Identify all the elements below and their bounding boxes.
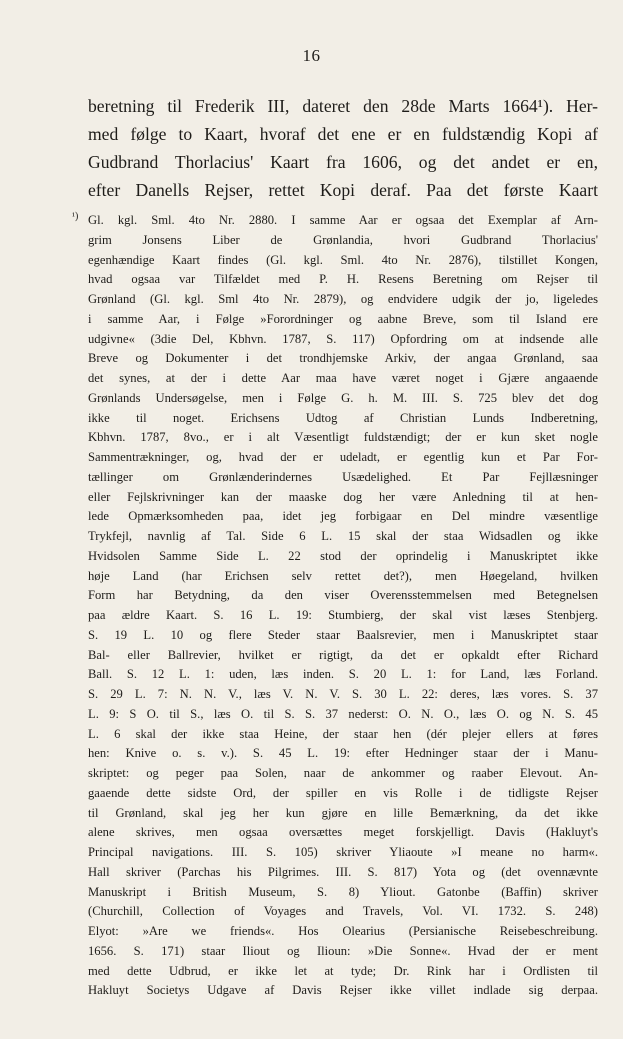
footnote-line: lede Opmærksomheden paa, idet jeg forbigaar en Del mindre væsentlige xyxy=(88,509,598,524)
footnote-line: hvad ogsaa var Tilfældet med P. H. Resens Beretning om Rejser til xyxy=(88,272,598,287)
footnote-line: Sammentrækninger, og, hvad der er udeladt, er egentlig kun et Par For- xyxy=(88,450,598,464)
footnote-line: skriptet: og peger paa Solen, naar de ankommer og raaber Elevout. An- xyxy=(88,766,598,780)
footnote-line: Bal- eller Ballrevier, hvilket er rigtigt, da det er opkaldt efter Richard xyxy=(88,647,598,662)
footnote-line: Kbhvn. 1787, 8vo., er i alt Væsentligt fuldstændigt; der er kun sket nogle xyxy=(88,430,598,445)
body-line: med følge to Kaart, hvoraf det ene er en fuldstændig Kopi af xyxy=(88,124,598,144)
footnote-line: paa ældre Kaart. S. 16 L. 19: Stumbierg, der skal vist læses Stenbjerg. xyxy=(88,608,598,622)
footnote-line: alene skrives, men ogsaa oversættes meget forskjelligt. Davis (Hakluyt's xyxy=(88,825,598,840)
footnote-line: Elyot: »Are we friends«. Hos Olearius (Persianische Reisebeschreibung. xyxy=(88,924,598,938)
footnote-line: høje Land (har Erichsen selv rettet det?), men Høegeland, hvilken xyxy=(88,568,598,583)
footnote-line: Hakluyt Societys Udgave af Davis Rejser ikke villet indlade sig derpaa. xyxy=(88,983,598,998)
footnote-line: Grønland (Gl. kgl. Sml 4to Nr. 2879), og endvidere udgik der jo, ligeledes xyxy=(88,292,598,306)
footnote-line: Manuskript i British Museum, S. 8) Yliout. Gatonbe (Baffin) skriver xyxy=(88,884,598,899)
footnote-line: L. 6 skal der ikke staa Heine, der staar hen (dér plejer ellers at føres xyxy=(88,726,598,741)
footnote-line: egenhændige Kaart findes (Gl. kgl. Sml. 4to Nr. 2876), tilstillet Kongen, xyxy=(88,252,598,267)
footnote-line: Breve og Dokumenter i det trondhjemske Arkiv, der angaa Grønland, saa xyxy=(88,351,598,366)
footnote xyxy=(72,211,598,1001)
footnote-line: eller Fejlskrivninger kan der maaske dog her være Anledning til at hen- xyxy=(88,489,598,504)
footnote-line: Gl. kgl. Sml. 4to Nr. 2880. I samme Aar er ogsaa det Exemplar af Arn- xyxy=(88,213,598,227)
footnote-line: (Churchill, Collection of Voyages and Travels, Vol. VI. 1732. S. 248) xyxy=(88,904,598,919)
footnote-line: L. 9: S O. til S., læs O. til S. S. 37 nederst: O. N. O., læs O. og N. S. 45 xyxy=(88,706,598,721)
footnote-line: udgivne« (3die Del, Kbhvn. 1787, S. 117) Opfordring om at indsende alle xyxy=(88,331,598,346)
page-number: 16 xyxy=(302,46,321,65)
footnote-line: Form har Betydning, da den viser Overensstemmelsen med Betegnelsen xyxy=(88,588,598,603)
footnote-line: Trykfejl, navnlig af Tal. Side 6 L. 15 skal der staa Widsadlen og ikke xyxy=(88,529,598,543)
footnote-line: S. 19 L. 10 og flere Steder staar Baalsrevier, men i Manuskriptet staar xyxy=(88,627,598,642)
footnote-line: gaaende dette sidste Ord, der spiller en vis Rolle i de tidligste Rejser xyxy=(88,785,598,800)
footnote-line: til Grønland, skal jeg her kun gjøre en lille Bemærkning, da det ikke xyxy=(88,805,598,820)
footnote-line: Principal navigations. III. S. 105) skriver Yliaoute »I meane no harm«. xyxy=(88,845,598,859)
body-line: Gudbrand Thorlacius' Kaart fra 1606, og det andet er en, xyxy=(88,152,598,172)
footnote-line: S. 29 L. 7: N. N. V., læs V. N. V. S. 30 L. 22: deres, læs vores. S. 37 xyxy=(88,687,598,701)
body-line: efter Danells Rejser, rettet Kopi deraf. Paa det første Kaart xyxy=(88,180,598,200)
footnote-line: hen: Knive o. s. v.). S. 45 L. 19: efter Hedninger staar der i Manu- xyxy=(88,746,598,761)
footnote-line: Hvidsolen Samme Side L. 22 stod der oprindelig i Manuskriptet ikke xyxy=(88,548,598,563)
footnote-line: Ball. S. 12 L. 1: uden, læs inden. S. 20 L. 1: for Land, læs Forland. xyxy=(88,667,598,682)
footnote-line: grim Jonsens Liber de Grønlandia, hvori Gudbrand Thorlacius' xyxy=(88,232,598,247)
footnote-line: tællinger om Grønlænderindernes Usædelighed. Et Par Fejllæsninger xyxy=(88,469,598,484)
body-text xyxy=(88,92,598,204)
footnote-line: ikke til noget. Erichsens Udtog af Christian Lunds Indberetning, xyxy=(88,410,598,425)
body-line: beretning til Frederik III, dateret den 28de Marts 1664¹). Her- xyxy=(88,96,598,116)
footnote-line: Hall skriver (Parchas his Pilgrimes. III. S. 817) Yota og (det ovennævnte xyxy=(88,864,598,879)
footnote-line: med dette Udbrud, er ikke let at tyde; Dr. Rink har i Ordlisten til xyxy=(88,963,598,978)
footnote-line: i samme Aar, i Følge »Forordninger og aabne Breve, som til Island ere xyxy=(88,311,598,326)
footnote-line: Grønlands Undersøgelse, men i Følge G. h. M. III. S. 725 blev det dog xyxy=(88,390,598,405)
footnote-line: det synes, at der i dette Aar maa have været noget i Gjære angaaende xyxy=(88,371,598,385)
footnote-line: 1656. S. 171) staar Iliout og Ilioun: »Die Sonne«. Hvad der er ment xyxy=(88,943,598,958)
footnote-marker: ¹) xyxy=(72,211,79,222)
